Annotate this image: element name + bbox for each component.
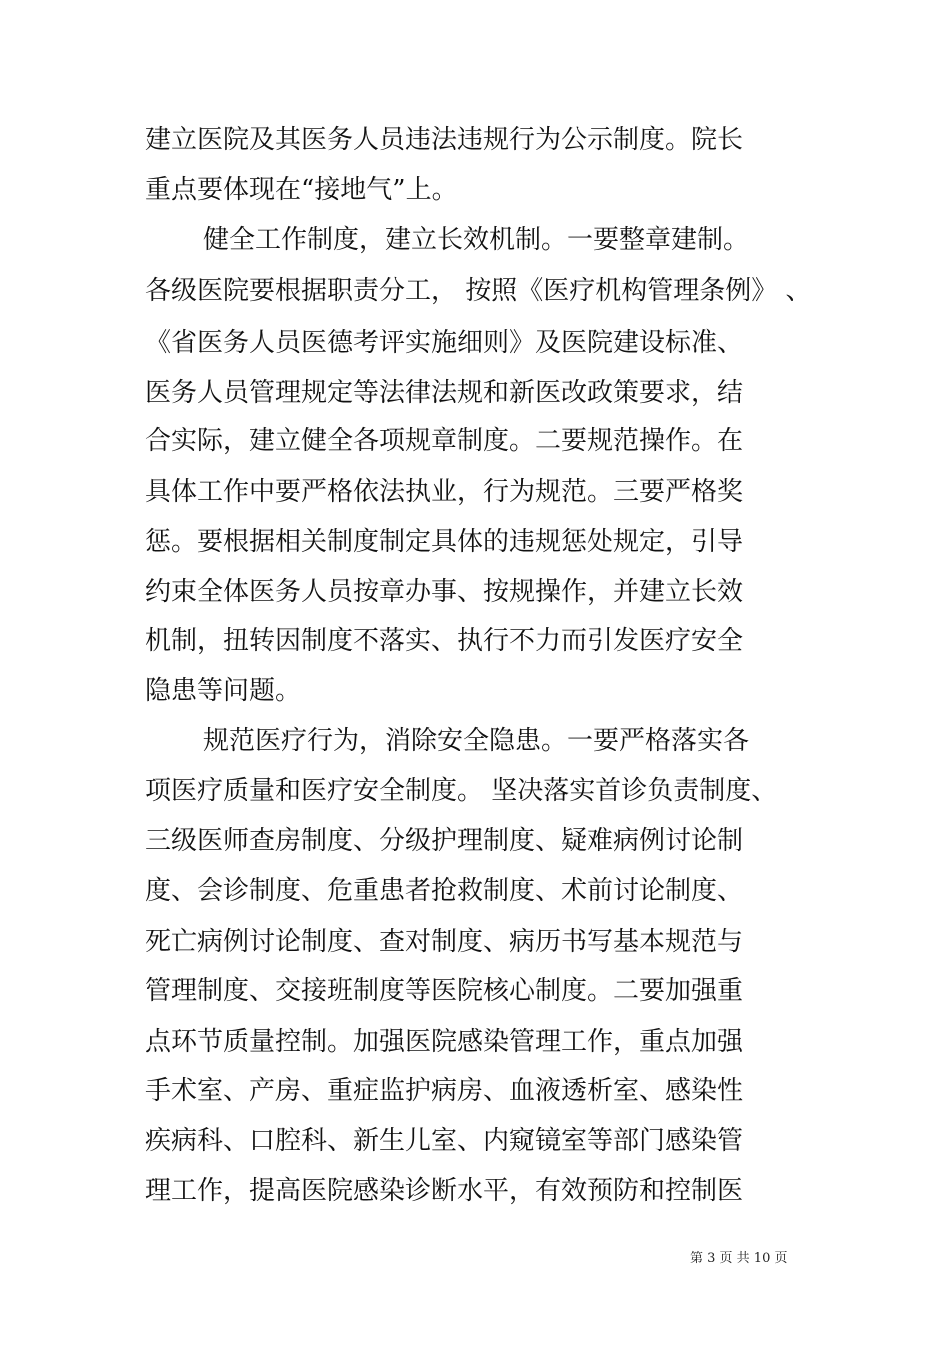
paragraph-start-line: 健全工作制度，建立长效机制。一要整章建制。	[203, 225, 750, 255]
text-line: 疾病科、口腔科、新生儿室、内窥镜室等部门感染管	[145, 1126, 744, 1156]
text-line: 具体工作中要严格依法执业，行为规范。三要严格奖	[145, 477, 744, 507]
text-line: 重点要体现在“接地气”上。	[145, 175, 458, 205]
text-line: 合实际，建立健全各项规章制度。二要规范操作。在	[145, 426, 744, 456]
text-line: 管理制度、交接班制度等医院核心制度。二要加强重	[145, 976, 744, 1006]
text-line: 死亡病例讨论制度、查对制度、病历书写基本规范与	[145, 927, 744, 957]
text-line: 手术室、产房、重症监护病房、血液透析室、感染性	[145, 1076, 744, 1106]
text-line: 机制，扭转因制度不落实、执行不力而引发医疗安全	[145, 626, 744, 656]
text-line: 《省医务人员医德考评实施细则》及医院建设标准、	[145, 328, 744, 358]
text-line: 建立医院及其医务人员违法违规行为公示制度。院长	[145, 125, 744, 155]
text-line: 三级医师查房制度、分级护理制度、疑难病例讨论制	[145, 826, 744, 856]
text-line: 隐患等问题。	[145, 676, 302, 706]
text-line: 约束全体医务人员按章办事、按规操作，并建立长效	[145, 577, 744, 607]
text-line: 理工作，提高医院感染诊断水平，有效预防和控制医	[145, 1176, 744, 1206]
text-line: 度、会诊制度、危重患者抢救制度、术前讨论制度、	[145, 876, 744, 906]
text-line: 医务人员管理规定等法律法规和新医改政策要求，结	[145, 378, 744, 408]
page-number-footer: 第 3 页 共 10 页	[690, 1251, 788, 1266]
text-line: 项医疗质量和医疗安全制度。 坚决落实首诊负责制度、	[145, 776, 778, 806]
text-line: 点环节质量控制。加强医院感染管理工作，重点加强	[145, 1027, 744, 1057]
text-line: 各级医院要根据职责分工， 按照《医疗机构管理条例》 、	[145, 276, 812, 306]
text-line: 惩。要根据相关制度制定具体的违规惩处规定，引导	[145, 527, 744, 557]
paragraph-start-line: 规范医疗行为，消除安全隐患。一要严格落实各	[203, 726, 750, 756]
